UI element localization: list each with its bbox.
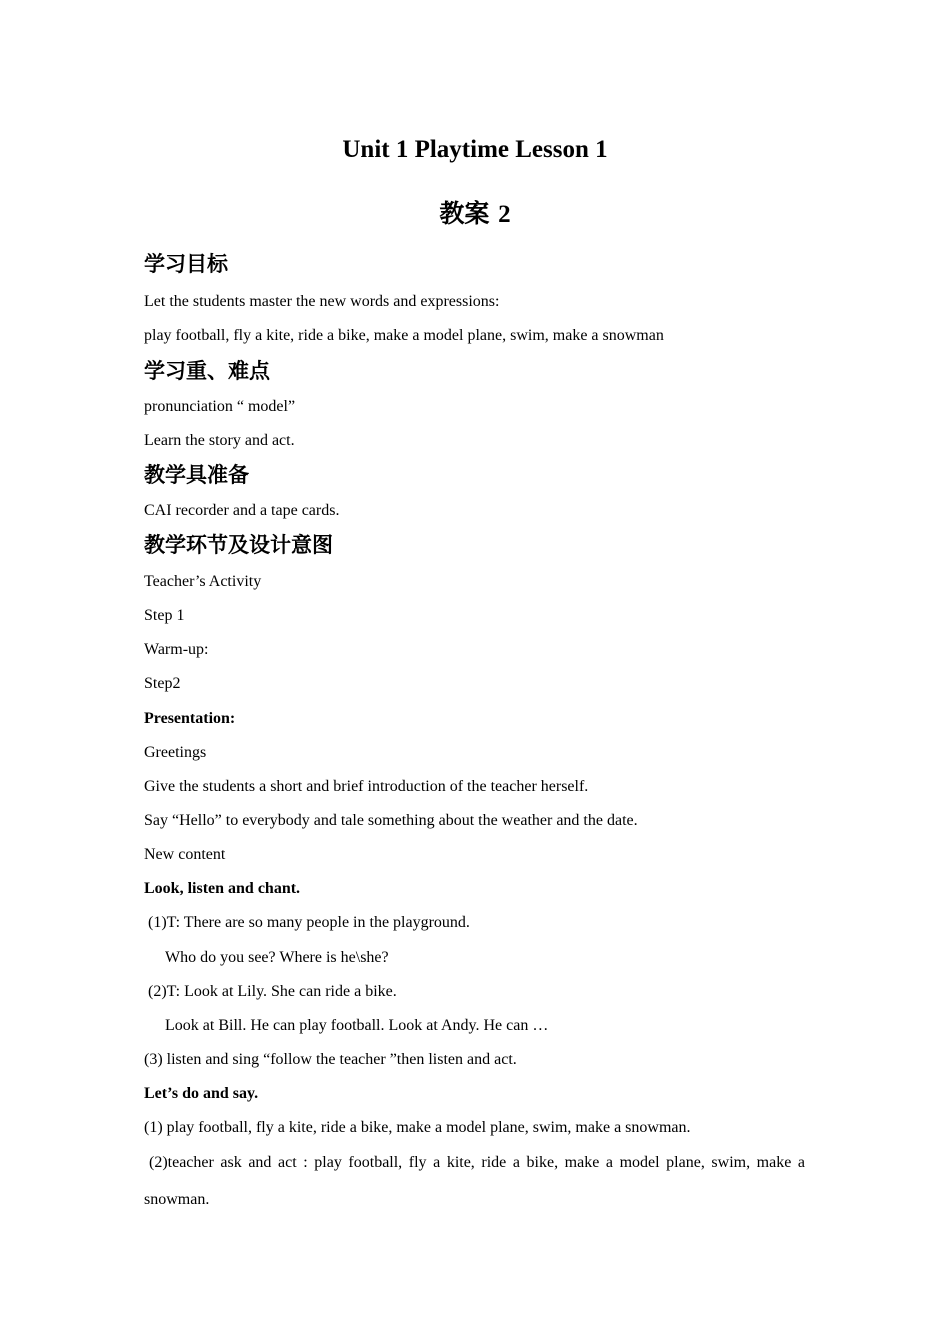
list-item-continuation: snowman. [144,1191,210,1208]
list-item: (2)T: Look at Lily. She can ride a bike. [148,983,397,1000]
list-item: Look at Bill. He can play football. Look at Andy. He can … [165,1017,549,1034]
keypoints-heading: 学习重、难点 [144,359,270,383]
teacher-activity: Teacher’s Activity [144,573,262,590]
subtitle-chinese: 教案 [439,199,490,228]
process-heading: 教学环节及设计意图 [144,533,333,557]
objectives-heading: 学习目标 [144,252,228,276]
list-item: (2)teacher ask and act : play football, fly a kite, ride a bike, make a model plane, swim, make a [149,1154,805,1171]
list-item: (1) play football, fly a kite, ride a bike, make a model plane, swim, make a snowman. [144,1119,691,1136]
list-item: (3) listen and sing “follow the teacher ”then listen and act. [144,1051,517,1068]
document-subtitle [0,199,950,230]
list-item: (1)T: There are so many people in the playground. [148,914,470,931]
materials-line: CAI recorder and a tape cards. [144,502,340,519]
greetings-label: Greetings [144,744,207,761]
step-label: Step 1 [144,607,185,624]
step-label: Step2 [144,675,181,692]
subtitle-number: 2 [498,201,511,228]
look-listen-heading: Look, listen and chant. [144,880,301,897]
presentation-label: Presentation: [144,710,236,727]
hello-line: Say “Hello” to everybody and tale something about the weather and the date. [144,812,638,829]
intro-line: Give the students a short and brief introduction of the teacher herself. [144,778,589,795]
new-content-label: New content [144,846,226,863]
lets-do-heading: Let’s do and say. [144,1085,259,1102]
materials-heading: 教学具准备 [144,463,249,487]
keypoints-line: Learn the story and act. [144,432,295,449]
objectives-words: play football, fly a kite, ride a bike, make a model plane, swim, make a snowman [144,327,664,344]
objectives-line: Let the students master the new words and expressions: [144,293,500,310]
warmup-label: Warm-up: [144,641,209,658]
list-item: Who do you see? Where is he\she? [165,949,389,966]
keypoints-line: pronunciation “ model” [144,398,296,415]
document-title: Unit 1 Playtime Lesson 1 [342,136,608,163]
